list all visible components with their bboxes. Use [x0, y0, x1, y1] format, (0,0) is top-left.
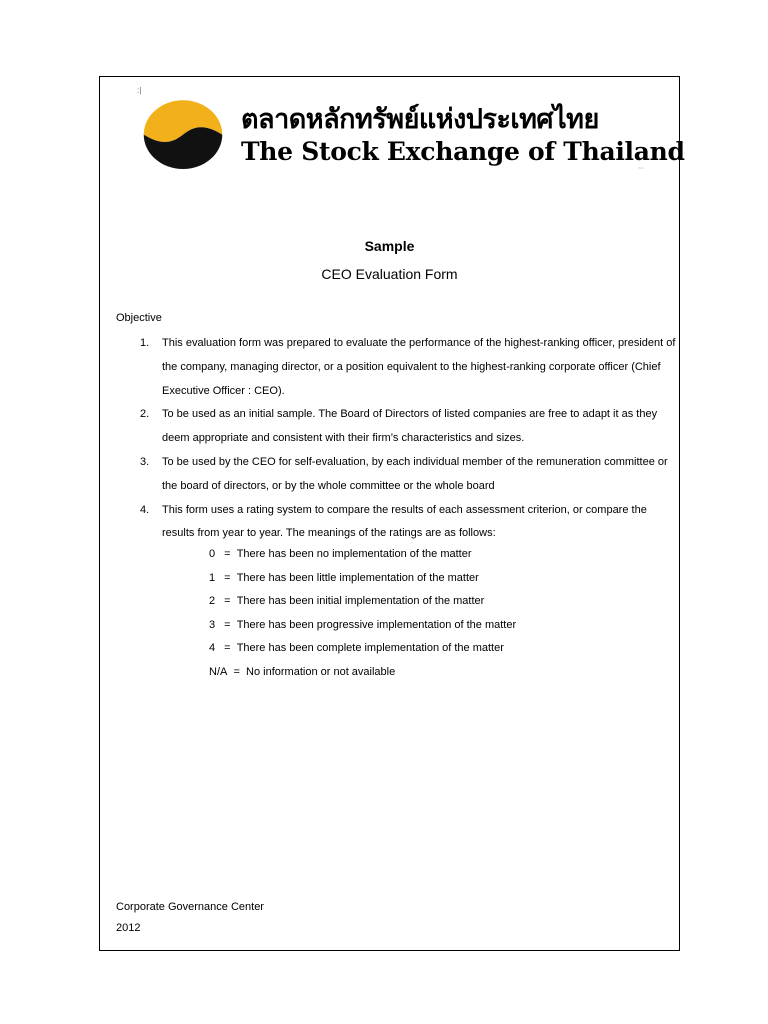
organization-name-thai: ตลาดหลักทรัพย์แห่งประเทศไทย	[241, 104, 599, 135]
rating-separator: =	[224, 548, 231, 560]
rating-separator: =	[224, 642, 231, 655]
rating-meaning: There has been progressive implementation of the matter	[236, 618, 517, 631]
rating-separator: =	[224, 618, 231, 631]
objective-item	[116, 451, 676, 499]
objective-number: 2.	[140, 408, 150, 421]
logo-trademark-mark: ~~	[638, 166, 644, 172]
objective-text: To be used by the CEO for self-evaluation, by each individual member of the remuneration committee or the board of directors, or by the whole committee or the whole board	[162, 455, 668, 492]
objective-number: 1.	[140, 337, 150, 349]
rating-row	[209, 590, 516, 614]
document-page	[99, 76, 685, 951]
rating-row	[209, 543, 516, 567]
rating-separator: =	[233, 665, 240, 678]
objective-item	[116, 403, 676, 451]
footer-organization: Corporate Governance Center	[116, 901, 264, 913]
rating-scale-list	[209, 543, 516, 685]
rating-row	[209, 661, 516, 685]
rating-separator: =	[224, 571, 231, 584]
rating-code: 3	[209, 618, 216, 631]
rating-code: 4	[209, 642, 216, 655]
document-subtitle: Sample	[364, 238, 415, 254]
corner-mark: :|	[137, 86, 142, 95]
footer-year: 2012	[116, 922, 141, 934]
objective-item	[116, 332, 676, 403]
rating-row	[209, 637, 516, 661]
rating-separator: =	[224, 595, 231, 608]
document-title: CEO Evaluation Form	[321, 266, 458, 282]
section-heading-objective: Objective	[116, 312, 162, 324]
rating-code: 2	[209, 595, 216, 608]
rating-meaning: There has been complete implementation of the matter	[236, 642, 504, 655]
rating-code: 0	[209, 548, 216, 560]
objectives-list	[116, 332, 676, 546]
objective-number: 4.	[140, 503, 150, 516]
rating-code: N/A	[209, 665, 228, 678]
objective-number: 3.	[140, 455, 150, 468]
set-logo-emblem-icon	[142, 97, 224, 169]
objective-text: This form uses a rating system to compare the results of each assessment criterion, or compare the results from year to year. The meanings of the ratings are as follows:	[162, 503, 647, 540]
rating-code: 1	[209, 571, 216, 584]
rating-meaning: There has been initial implementation of the matter	[236, 595, 485, 608]
objective-item	[116, 499, 676, 547]
objective-text: To be used as an initial sample. The Board of Directors of listed companies are free to adapt it as they deem appropriate and consistent with their firm’s characteristics and sizes.	[162, 408, 658, 445]
rating-row	[209, 614, 516, 638]
objective-text: This evaluation form was prepared to evaluate the performance of the highest-ranking officer, president of the company, managing director, or a position equivalent to the highest-ranking corporate officer (Chief Executive Officer : CEO).	[162, 337, 676, 397]
organization-name-english: The Stock Exchange of Thailand	[241, 137, 685, 166]
rating-row	[209, 567, 516, 591]
rating-meaning: No information or not available	[246, 665, 396, 678]
rating-meaning: There has been no implementation of the matter	[236, 548, 472, 560]
rating-meaning: There has been little implementation of the matter	[236, 571, 479, 584]
